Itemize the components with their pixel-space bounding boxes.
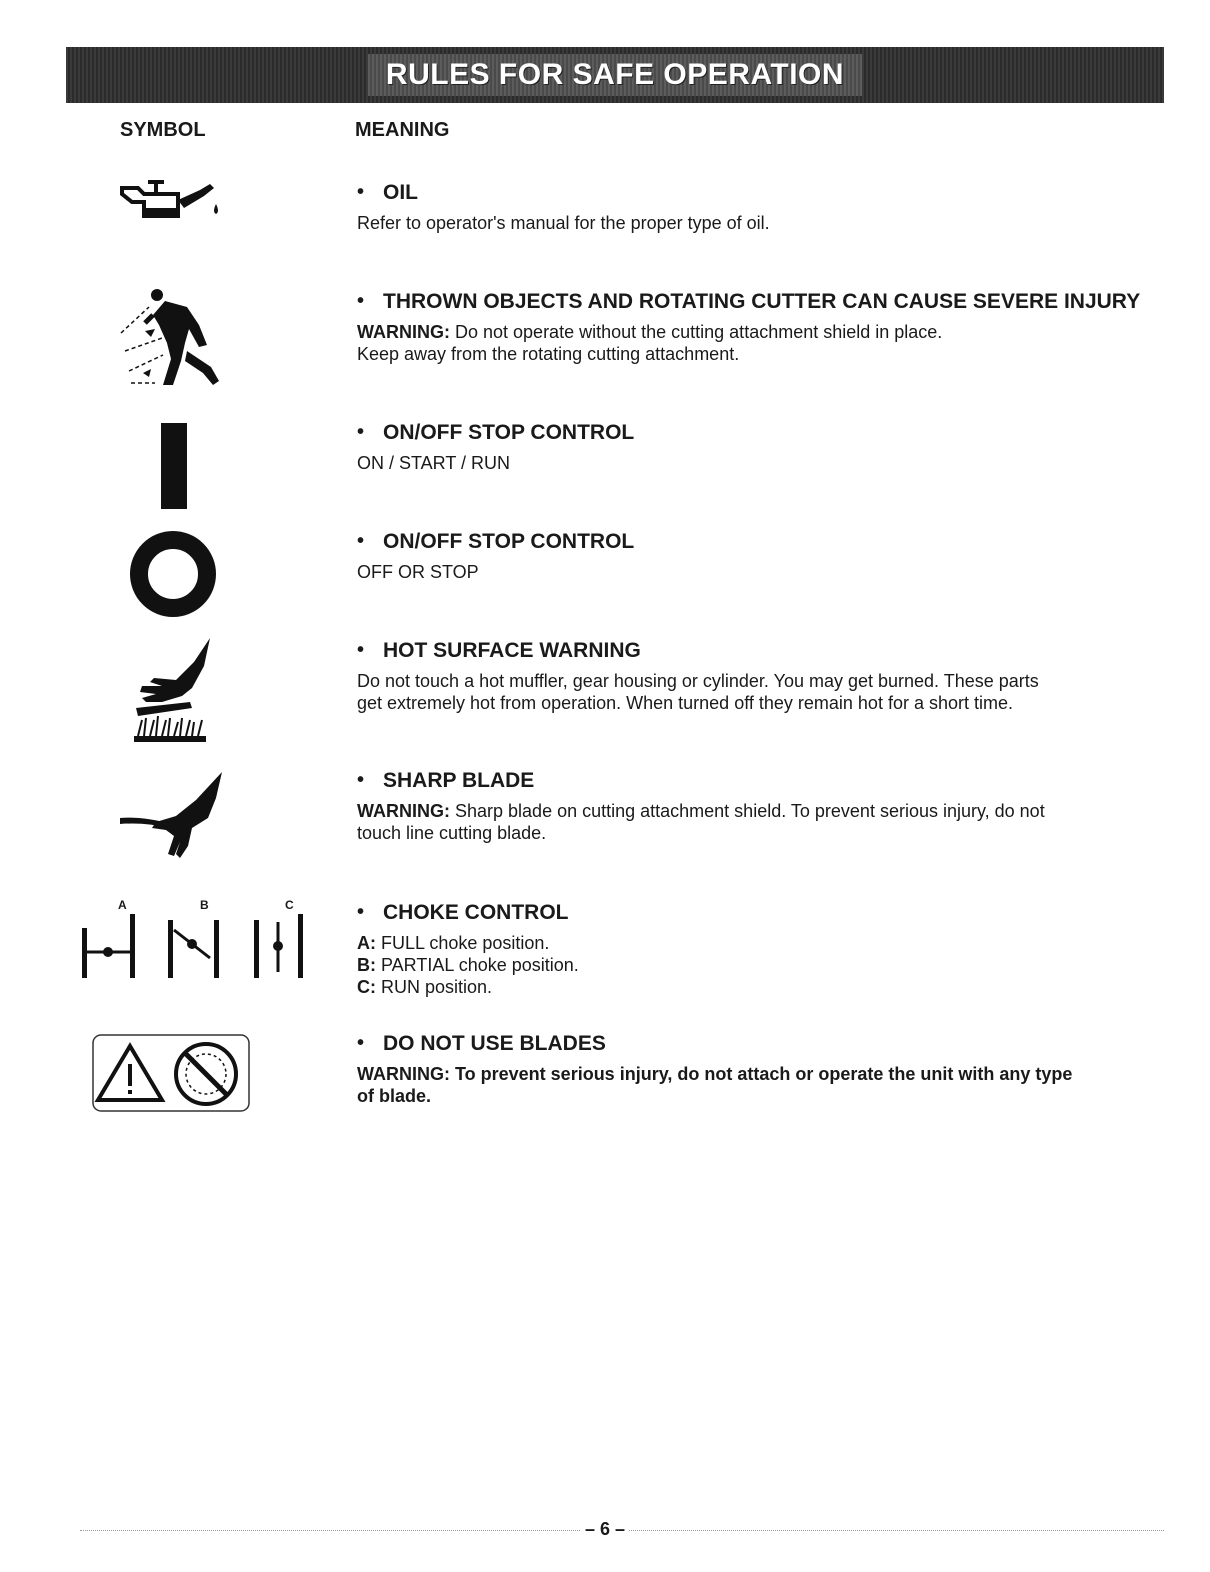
choke-letter-a: A — [118, 898, 127, 912]
entry-text: WARNING: Do not operate without the cutting attachment shield in place. — [357, 322, 943, 342]
meaning-column-header: MEANING — [355, 119, 450, 141]
no-blades-icon — [92, 1034, 252, 1114]
entry-text: WARNING: Sharp blade on cutting attachment shield. To prevent serious injury, do not — [357, 801, 1045, 821]
entry-off-control — [357, 530, 1162, 583]
entry-title: • DO NOT USE BLADES — [357, 1032, 1162, 1056]
on-symbol-icon — [161, 423, 187, 509]
title-banner — [66, 47, 1164, 103]
entry-text: C: RUN position. — [357, 977, 493, 997]
entry-title: • SHARP BLADE — [357, 769, 1162, 793]
entry-text: Refer to operator's manual for the proper type of oil. — [357, 213, 770, 233]
entry-title: • THROWN OBJECTS AND ROTATING CUTTER CAN CAUSE SEVERE INJURY — [357, 290, 1162, 314]
choke-letter-b: B — [200, 898, 209, 912]
entry-text: WARNING: To prevent serious injury, do not attach or operate the unit with any type — [357, 1064, 1073, 1084]
entry-title: • CHOKE CONTROL — [357, 901, 1162, 925]
entry-text: get extremely hot from operation. When turned off they remain hot for a short time. — [357, 693, 1013, 713]
entry-text: A: FULL choke position. — [357, 933, 550, 953]
entry-hot-surface — [357, 639, 1162, 714]
entry-text: touch line cutting blade. — [357, 823, 547, 843]
entry-title: • ON/OFF STOP CONTROL — [357, 530, 1162, 554]
entry-text: ON / START / RUN — [357, 453, 511, 473]
entry-text: of blade. — [357, 1086, 432, 1106]
page-title: RULES FOR SAFE OPERATION — [385, 58, 845, 91]
off-symbol-icon — [128, 529, 218, 619]
entry-text: B: PARTIAL choke position. — [357, 955, 579, 975]
entry-thrown-objects — [357, 290, 1162, 365]
sharp-blade-icon — [118, 770, 226, 860]
entry-sharp-blade — [357, 769, 1162, 844]
thrown-objects-icon — [115, 285, 227, 391]
entry-on-control — [357, 421, 1162, 474]
oil-can-icon — [118, 178, 226, 228]
choke-letter-c: C — [285, 898, 294, 912]
entry-oil — [357, 181, 1162, 234]
entry-text: Keep away from the rotating cutting attachment. — [357, 344, 740, 364]
entry-title: • ON/OFF STOP CONTROL — [357, 421, 1162, 445]
entry-title: • OIL — [357, 181, 1162, 205]
entry-no-blades — [357, 1032, 1162, 1107]
hot-surface-icon — [132, 636, 212, 744]
entry-text: Do not touch a hot muffler, gear housing or cylinder. You may get burned. These parts — [357, 671, 1039, 691]
symbol-column-header: SYMBOL — [120, 119, 206, 141]
entry-text: OFF OR STOP — [357, 562, 479, 582]
entry-choke-control — [357, 901, 1162, 998]
entry-title: • HOT SURFACE WARNING — [357, 639, 1162, 663]
page-number: – 6 – — [581, 1519, 629, 1539]
